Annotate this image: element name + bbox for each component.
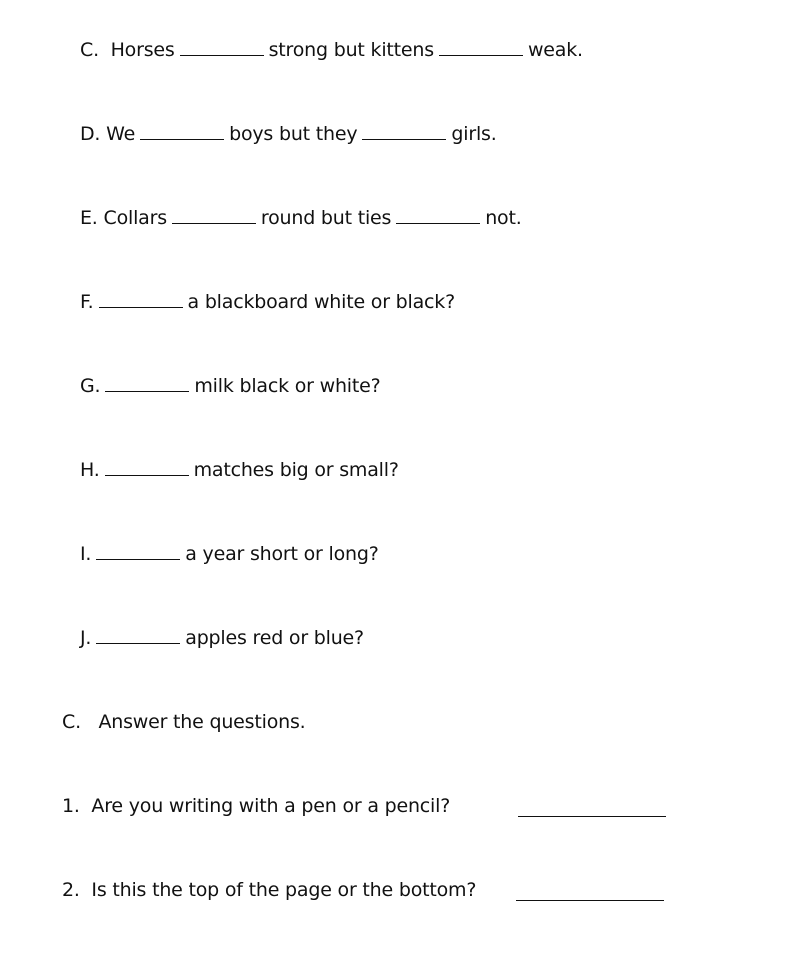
item-label: J. bbox=[80, 627, 92, 649]
answer-blank[interactable] bbox=[439, 39, 523, 56]
sentence-f bbox=[80, 290, 455, 314]
question-number: 1. bbox=[62, 795, 80, 817]
sentence-text: Collars bbox=[103, 207, 167, 229]
sentence-i bbox=[80, 542, 379, 566]
question-number: 2. bbox=[62, 879, 80, 901]
sentence-j bbox=[80, 626, 364, 650]
item-label: C. bbox=[80, 39, 99, 61]
question-text: Are you writing with a pen or a pencil? bbox=[91, 795, 451, 817]
section-label: C. bbox=[62, 711, 81, 733]
sentence-text: milk black or white? bbox=[194, 375, 381, 397]
answer-blank[interactable] bbox=[518, 800, 666, 817]
sentence-text: Horses bbox=[110, 39, 175, 61]
question-text: Is this the top of the page or the bottom? bbox=[91, 879, 477, 901]
sentence-d bbox=[80, 122, 497, 146]
sentence-g bbox=[80, 374, 381, 398]
sentence-text: a year short or long? bbox=[185, 543, 379, 565]
item-label: H. bbox=[80, 459, 100, 481]
question-1 bbox=[62, 794, 450, 818]
sentence-text: boys but they bbox=[229, 123, 358, 145]
sentence-text: strong but kittens bbox=[268, 39, 434, 61]
sentence-text: a blackboard white or black? bbox=[187, 291, 455, 313]
item-label: I. bbox=[80, 543, 92, 565]
answer-blank[interactable] bbox=[396, 207, 480, 224]
sentence-e bbox=[80, 206, 522, 230]
answer-blank[interactable] bbox=[105, 459, 189, 476]
answer-blank[interactable] bbox=[516, 884, 664, 901]
item-label: D. bbox=[80, 123, 101, 145]
answer-blank[interactable] bbox=[96, 627, 180, 644]
section-title: Answer the questions. bbox=[98, 711, 306, 733]
item-label: G. bbox=[80, 375, 101, 397]
answer-blank[interactable] bbox=[140, 123, 224, 140]
question-2 bbox=[62, 878, 476, 902]
item-label: E. bbox=[80, 207, 98, 229]
sentence-text: We bbox=[106, 123, 136, 145]
answer-blank[interactable] bbox=[180, 39, 264, 56]
item-label: F. bbox=[80, 291, 94, 313]
sentence-c bbox=[80, 38, 583, 62]
answer-blank[interactable] bbox=[99, 291, 183, 308]
answer-blank[interactable] bbox=[172, 207, 256, 224]
answer-blank[interactable] bbox=[96, 543, 180, 560]
answer-blank[interactable] bbox=[105, 375, 189, 392]
section-heading bbox=[62, 710, 306, 734]
sentence-text: apples red or blue? bbox=[185, 627, 364, 649]
sentence-text: matches big or small? bbox=[193, 459, 399, 481]
sentence-text: round but ties bbox=[260, 207, 392, 229]
sentence-text: girls. bbox=[451, 123, 497, 145]
sentence-h bbox=[80, 458, 399, 482]
sentence-text: not. bbox=[485, 207, 522, 229]
answer-blank[interactable] bbox=[362, 123, 446, 140]
sentence-text: weak. bbox=[527, 39, 583, 61]
